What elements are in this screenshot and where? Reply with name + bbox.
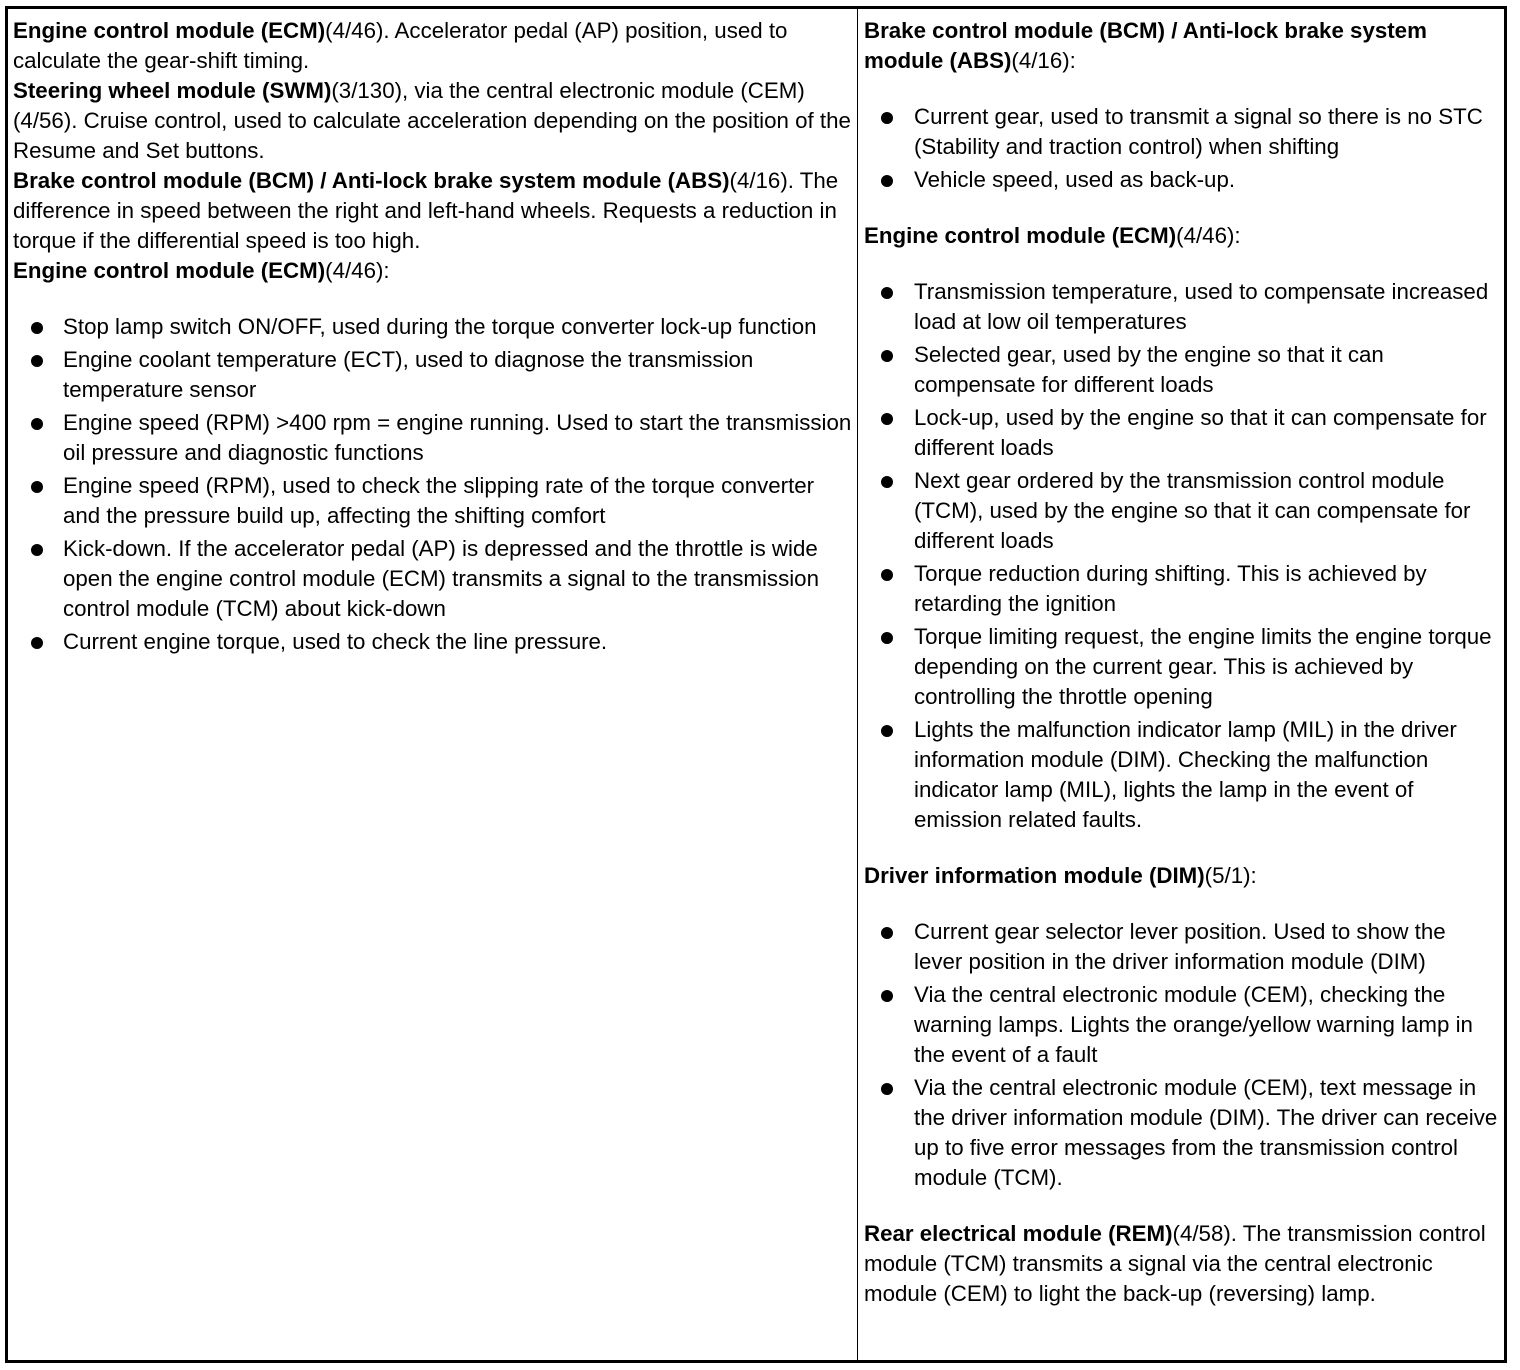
bcm-signal-list bbox=[864, 102, 1500, 195]
signal-table bbox=[5, 6, 1507, 1363]
module-name: Steering wheel module (SWM) bbox=[13, 78, 332, 103]
ecm-heading bbox=[864, 221, 1500, 251]
paragraph-text: (4/16). The difference in speed between the right and left-hand wheels. Requests a reduction in torque if the differential speed is too high. bbox=[13, 168, 839, 253]
list-item: Torque limiting request, the engine limits the engine torque depending on the current gear. This is achieved by controlling the throttle opening bbox=[864, 622, 1500, 712]
ecm-accelerator-paragraph bbox=[13, 16, 853, 76]
right-column bbox=[858, 9, 1504, 1360]
module-name: Engine control module (ECM) bbox=[13, 258, 326, 283]
module-name: Rear electrical module (REM) bbox=[864, 1221, 1173, 1246]
dim-signal-list bbox=[864, 917, 1500, 1193]
list-item: Current engine torque, used to check the line pressure. bbox=[13, 627, 853, 657]
module-name: Engine control module (ECM) bbox=[13, 18, 326, 43]
ecm-signal-list bbox=[13, 312, 853, 657]
ecm-signal-list bbox=[864, 277, 1500, 835]
list-item: Via the central electronic module (CEM), checking the warning lamps. Lights the orange/yellow warning lamp in the event of a fault bbox=[864, 980, 1500, 1070]
list-item: Lock-up, used by the engine so that it can compensate for different loads bbox=[864, 403, 1500, 463]
paragraph-text: (5/1): bbox=[1204, 863, 1257, 888]
swm-paragraph bbox=[13, 76, 853, 166]
module-name: Engine control module (ECM) bbox=[864, 223, 1177, 248]
list-item: Torque reduction during shifting. This is achieved by retarding the ignition bbox=[864, 559, 1500, 619]
paragraph-text: (4/58). The transmission control module (TCM) transmits a signal via the central electronic module (CEM) to light the back-up (reversing) lamp. bbox=[864, 1221, 1486, 1306]
list-item: Engine speed (RPM) >400 rpm = engine running. Used to start the transmission oil pressure and diagnostic functions bbox=[13, 408, 853, 468]
list-item: Engine speed (RPM), used to check the slipping rate of the torque converter and the pressure build up, affecting the shifting comfort bbox=[13, 471, 853, 531]
list-item: Kick-down. If the accelerator pedal (AP) is depressed and the throttle is wide open the engine control module (ECM) transmits a signal to the transmission control module (TCM) about kick-down bbox=[13, 534, 853, 624]
bcm-heading bbox=[864, 16, 1500, 76]
list-item: Lights the malfunction indicator lamp (MIL) in the driver information module (DIM). Checking the malfunction indicator lamp (MIL), lights the lamp in the event of emission related faults. bbox=[864, 715, 1500, 835]
left-column bbox=[8, 9, 858, 1360]
list-item: Vehicle speed, used as back-up. bbox=[864, 165, 1500, 195]
list-item: Via the central electronic module (CEM), text message in the driver information module (DIM). The driver can receive up to five error messages from the transmission control module (TCM). bbox=[864, 1073, 1500, 1193]
paragraph-text: (4/46). Accelerator pedal (AP) position, used to calculate the gear-shift timing. bbox=[13, 18, 788, 73]
rem-paragraph bbox=[864, 1219, 1500, 1309]
dim-heading bbox=[864, 861, 1500, 891]
list-item: Stop lamp switch ON/OFF, used during the torque converter lock-up function bbox=[13, 312, 853, 342]
paragraph-text: (4/46): bbox=[1176, 223, 1241, 248]
module-name: Brake control module (BCM) / Anti-lock brake system module (ABS) bbox=[13, 168, 730, 193]
list-item: Engine coolant temperature (ECT), used to diagnose the transmission temperature sensor bbox=[13, 345, 853, 405]
module-name: Driver information module (DIM) bbox=[864, 863, 1205, 888]
module-name: Brake control module (BCM) / Anti-lock brake system module (ABS) bbox=[864, 18, 1427, 73]
list-item: Current gear selector lever position. Used to show the lever position in the driver information module (DIM) bbox=[864, 917, 1500, 977]
list-item: Current gear, used to transmit a signal so there is no STC (Stability and traction control) when shifting bbox=[864, 102, 1500, 162]
bcm-paragraph bbox=[13, 166, 853, 256]
paragraph-text: (4/16): bbox=[1011, 48, 1076, 73]
paragraph-text: (3/130), via the central electronic module (CEM) (4/56). Cruise control, used to calculate acceleration depending on the position of the Resume and Set buttons. bbox=[13, 78, 851, 163]
list-item: Next gear ordered by the transmission control module (TCM), used by the engine so that it can compensate for different loads bbox=[864, 466, 1500, 556]
list-item: Selected gear, used by the engine so that it can compensate for different loads bbox=[864, 340, 1500, 400]
ecm-heading bbox=[13, 256, 853, 286]
paragraph-text: (4/46): bbox=[325, 258, 390, 283]
list-item: Transmission temperature, used to compensate increased load at low oil temperatures bbox=[864, 277, 1500, 337]
